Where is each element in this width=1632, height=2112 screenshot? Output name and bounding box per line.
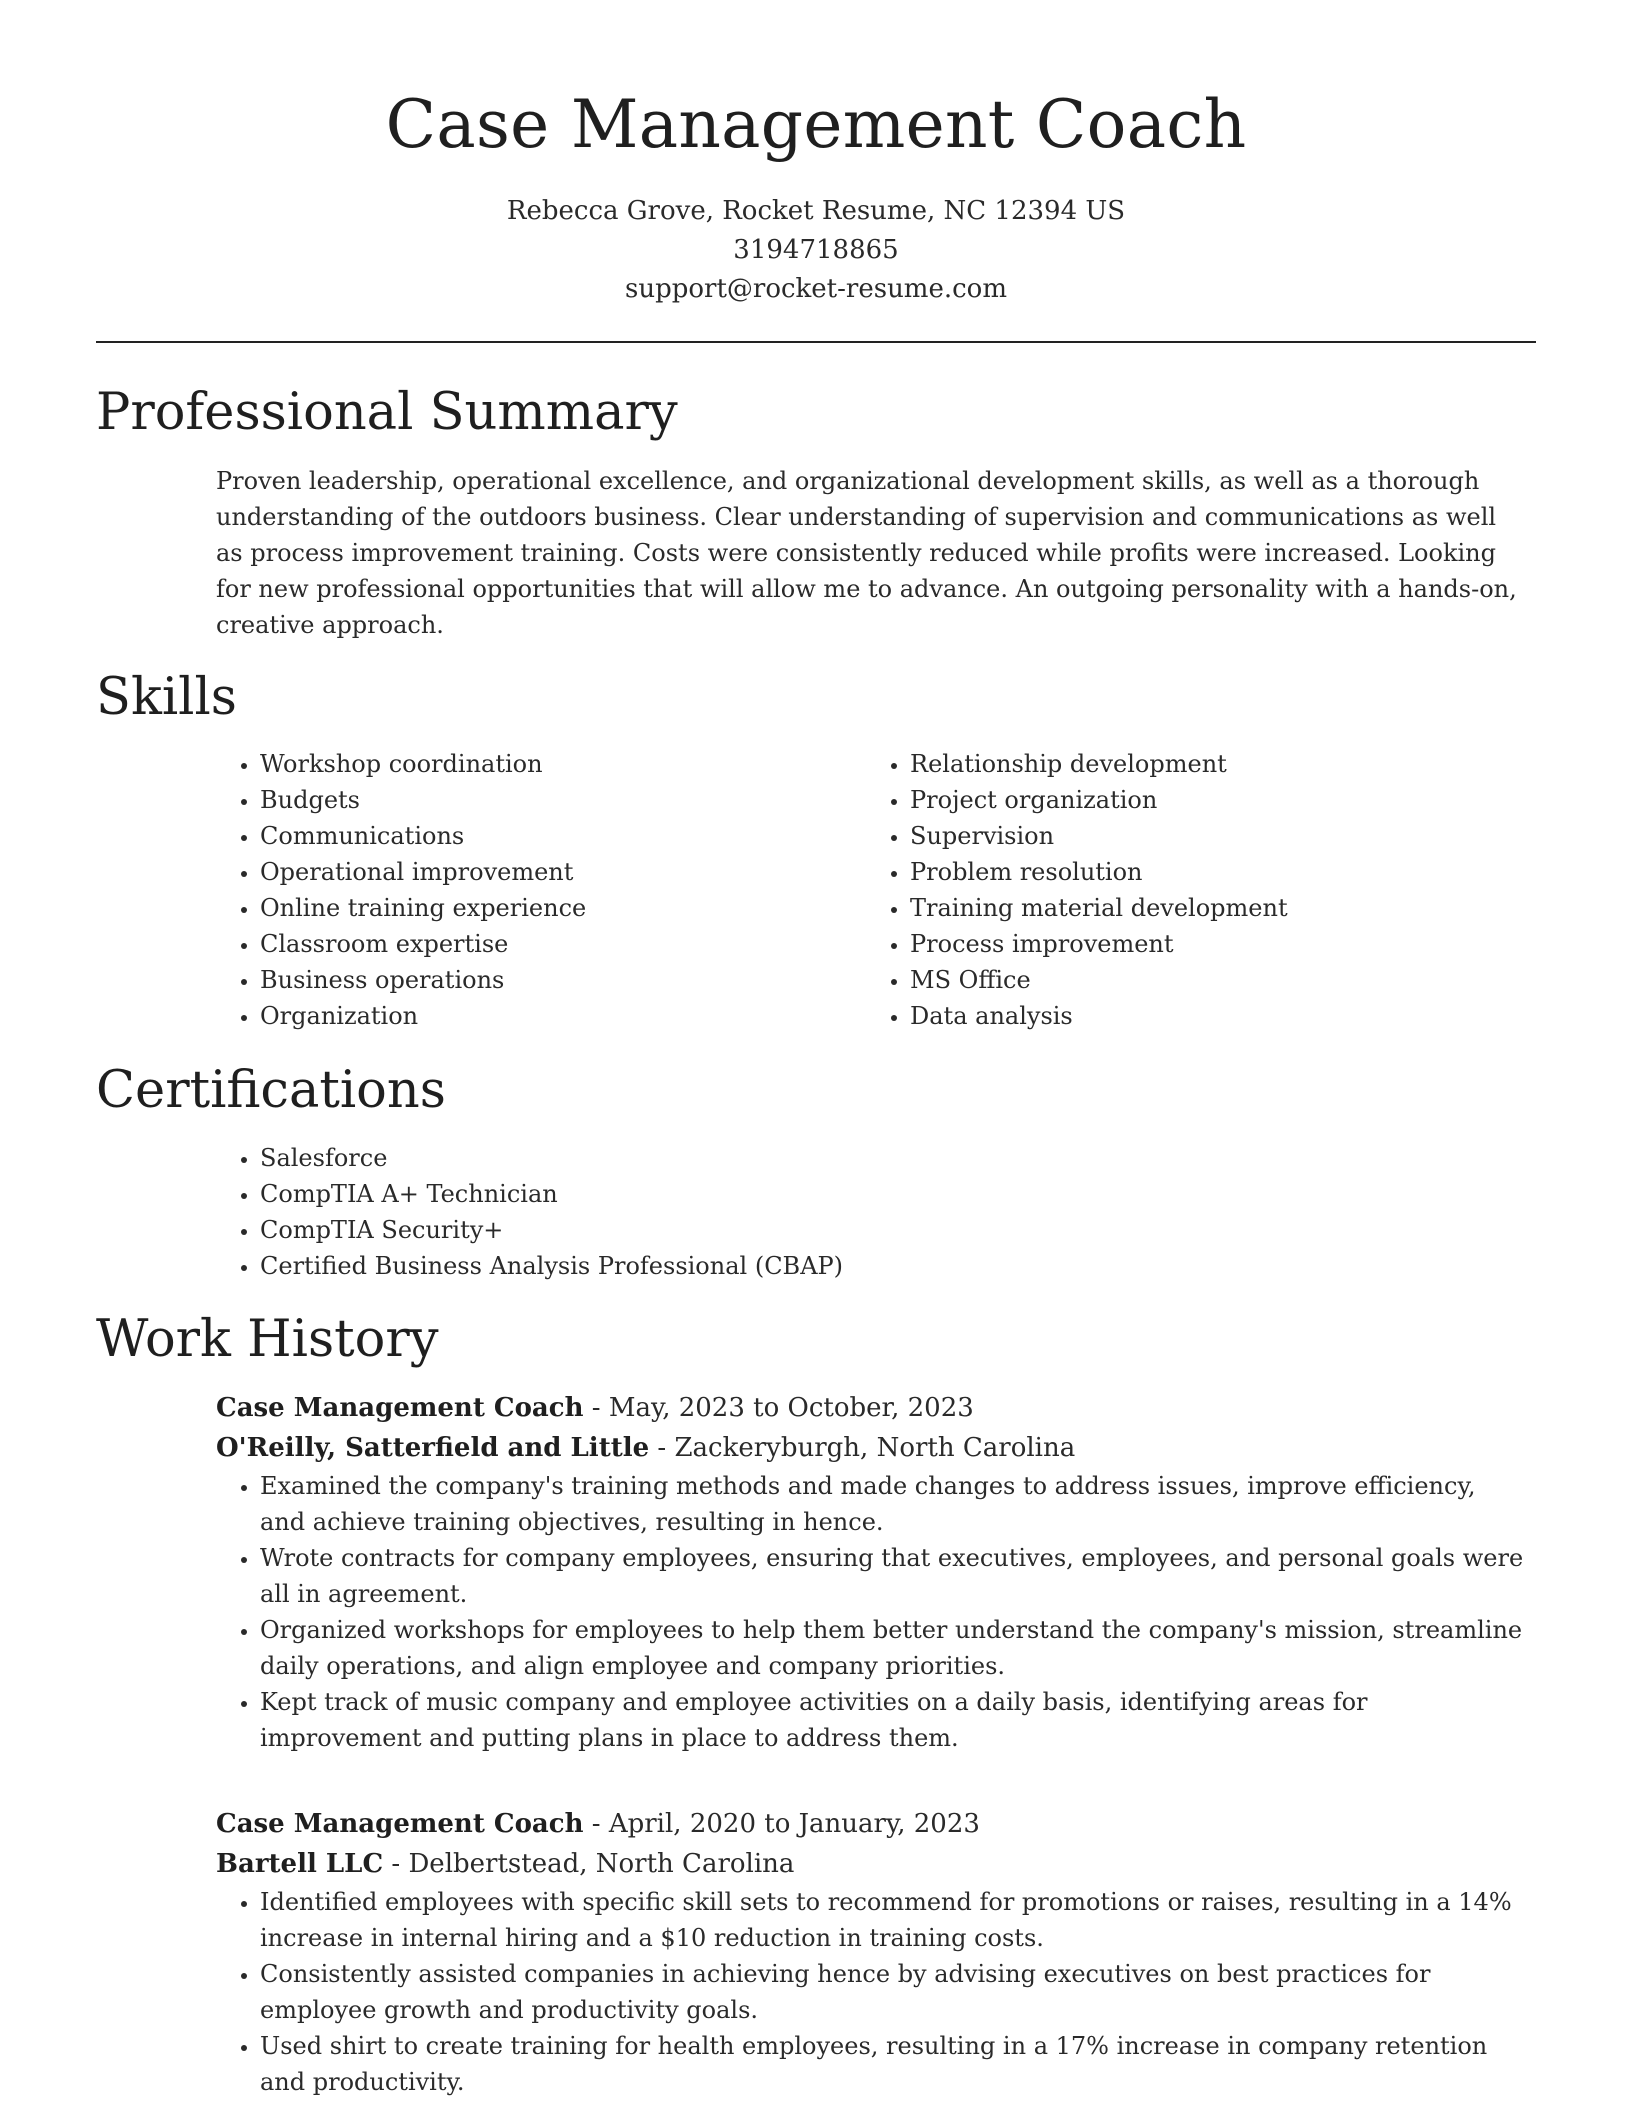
- certification-item: • Certified Business Analysis Professional (CBAP): [260, 1248, 1460, 1284]
- skill-item: • Classroom expertise: [260, 926, 860, 962]
- skills-list-right: [866, 746, 1510, 1034]
- job-company: Bartell LLC: [216, 1849, 384, 1879]
- skill-item: • Process improvement: [910, 926, 1510, 962]
- skill-item: • Business operations: [260, 962, 860, 998]
- job-company-line: [216, 1844, 1526, 1884]
- job-company: O'Reilly, Satterfield and Little: [216, 1433, 650, 1463]
- header-divider: [96, 341, 1536, 343]
- job-bullets: [216, 1884, 1526, 2100]
- contact-address: Rebecca Grove, Rocket Resume, NC 12394 US: [506, 196, 1126, 226]
- contact-info: [0, 192, 1632, 309]
- section-title-certifications: Certifications: [96, 1061, 446, 1120]
- skill-item: • Supervision: [910, 818, 1510, 854]
- skill-item: • Online training experience: [260, 890, 860, 926]
- certification-item: • CompTIA Security+: [260, 1212, 1460, 1248]
- job-location: - Delbertstead, North Carolina: [383, 1849, 795, 1879]
- certification-item: • Salesforce: [260, 1140, 1460, 1176]
- skill-item: • Data analysis: [910, 998, 1510, 1034]
- job-bullet: • Consistently assisted companies in achieving hence by advising executives on best practices for employee growth and productivity goals.: [260, 1956, 1526, 2028]
- job-bullet: • Used shirt to create training for health employees, resulting in a 17% increase in company retention and productivity.: [260, 2028, 1526, 2100]
- skill-item: • Organization: [260, 998, 860, 1034]
- certifications-list: [216, 1140, 1460, 1284]
- section-title-skills: Skills: [96, 668, 237, 727]
- skill-item: • Workshop coordination: [260, 746, 860, 782]
- job-bullet: • Examined the company's training methods and made changes to address issues, improve efficiency, and achieve training objectives, resulting in hence.: [260, 1468, 1526, 1540]
- job-bullet: • Organized workshops for employees to help them better understand the company's mission, streamline daily operations, and align employee and company priorities.: [260, 1612, 1526, 1684]
- job-dates: - May, 2023 to October, 2023: [583, 1393, 974, 1423]
- job-location: - Zackeryburgh, North Carolina: [649, 1433, 1076, 1463]
- summary-text: Proven leadership, operational excellence, and organizational development skills, as well as a thorough understanding of the outdoors business. Clear understanding of supervision and communications as well as process improvement training. Costs were consistently reduced while profits were increased. Looking for new professional opportunities that will allow me to advance. An outgoing personality with a hands-on, creative approach.: [216, 467, 1517, 639]
- contact-email: support@rocket-resume.com: [624, 274, 1007, 304]
- skill-item: • MS Office: [910, 962, 1510, 998]
- job-bullet: • Wrote contracts for company employees, ensuring that executives, employees, and personal goals were all in agreement.: [260, 1540, 1526, 1612]
- section-title-summary: Professional Summary: [96, 383, 678, 442]
- job-bullet: • Identified employees with specific skill sets to recommend for promotions or raises, resulting in a 14% increase in internal hiring and a $10 reduction in training costs.: [260, 1884, 1526, 1956]
- job-title-line: [216, 1388, 1526, 1428]
- skill-item: • Communications: [260, 818, 860, 854]
- candidate-name: Case Management Coach: [385, 86, 1247, 163]
- skill-item: • Problem resolution: [910, 854, 1510, 890]
- certification-item: • CompTIA A+ Technician: [260, 1176, 1460, 1212]
- job-title-line: [216, 1804, 1526, 1844]
- job-title: Case Management Coach: [216, 1809, 584, 1839]
- job-bullets: [216, 1468, 1526, 1756]
- section-title-work-history: Work History: [96, 1310, 439, 1369]
- job-dates: - April, 2020 to January, 2023: [583, 1809, 980, 1839]
- job-entry: [216, 1388, 1526, 1756]
- skill-item: • Relationship development: [910, 746, 1510, 782]
- skill-item: • Project organization: [910, 782, 1510, 818]
- skill-item: • Budgets: [260, 782, 860, 818]
- job-entry: [216, 1804, 1526, 2100]
- contact-phone: 3194718865: [733, 235, 899, 265]
- job-bullet: • Kept track of music company and employee activities on a daily basis, identifying areas for improvement and putting plans in place to address them.: [260, 1684, 1526, 1756]
- skill-item: • Training material development: [910, 890, 1510, 926]
- skills-list-left: [216, 746, 860, 1034]
- job-company-line: [216, 1428, 1526, 1468]
- skill-item: • Operational improvement: [260, 854, 860, 890]
- job-title: Case Management Coach: [216, 1393, 584, 1423]
